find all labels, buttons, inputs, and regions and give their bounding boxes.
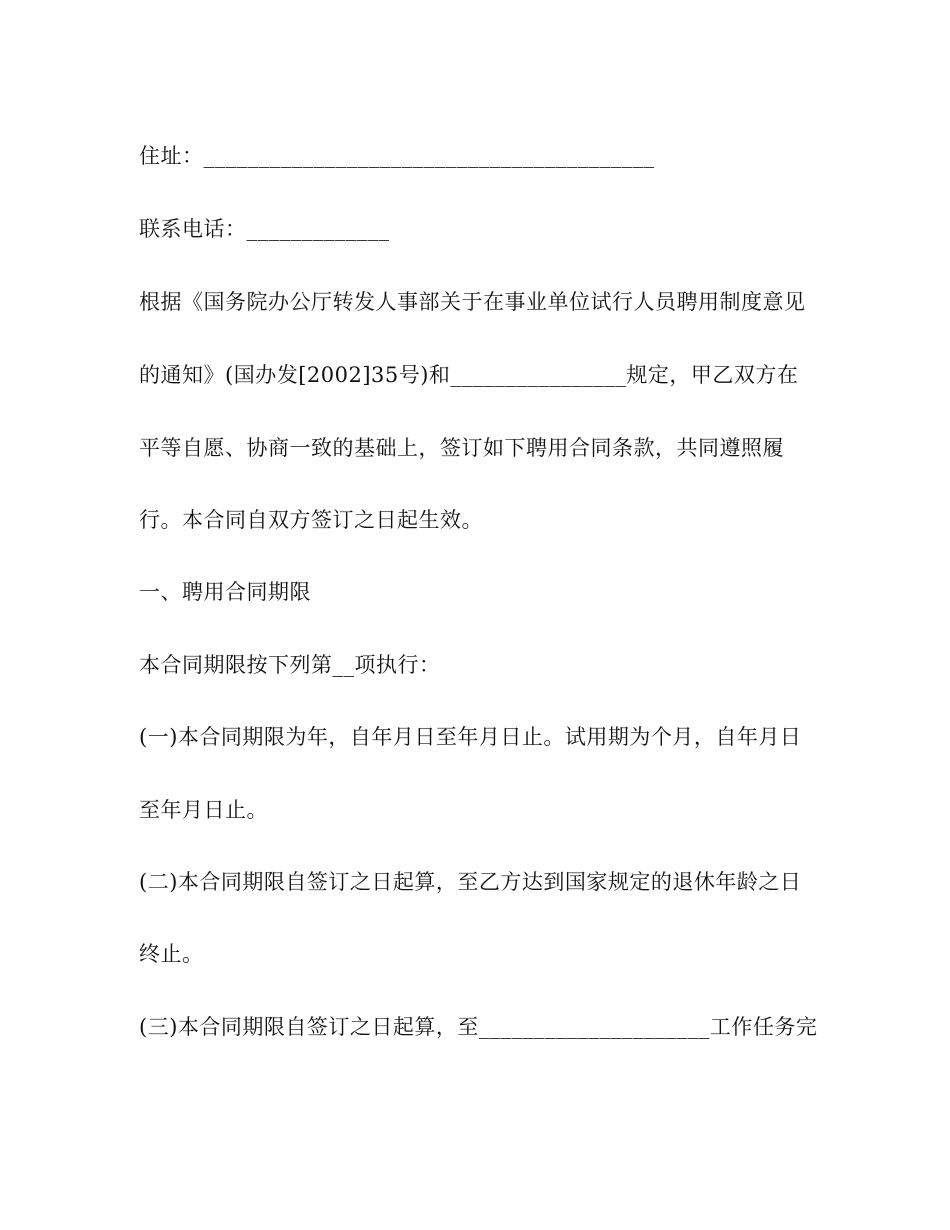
preamble-line-1: 根据《国务院办公厅转发人事部关于在事业单位试行人员聘用制度意见 <box>139 290 806 314</box>
term-option-2-line-1: (二)本合同期限自签订之日起算，至乙方达到国家规定的退休年龄之日 <box>139 870 802 894</box>
preamble-line-3: 平等自愿、协商一致的基础上，签订如下聘用合同条款，共同遵照履 <box>139 436 784 460</box>
term-option-1-line-2: 至年月日止。 <box>139 798 268 822</box>
preamble-line-2: 的通知》(国办发[2002]35号)和________________规定，甲乙双方在 <box>139 363 799 387</box>
term-option-2-line-2: 终止。 <box>139 942 204 966</box>
address-line: 住址：_________________________________________ <box>139 144 655 168</box>
term-option-3-line-1: (三)本合同期限自签订之日起算，至_____________________工作任务完 <box>139 1015 818 1039</box>
preamble-line-4: 行。本合同自双方签订之日起生效。 <box>139 508 483 532</box>
section-heading-term: 一、聘用合同期限 <box>139 580 311 604</box>
term-option-1-line-1: (一)本合同期限为年，自年月日至年月日止。试用期为个月，自年月日 <box>139 725 802 749</box>
term-selection-line: 本合同期限按下列第__项执行： <box>139 653 441 677</box>
phone-line: 联系电话：_____________ <box>139 217 390 241</box>
